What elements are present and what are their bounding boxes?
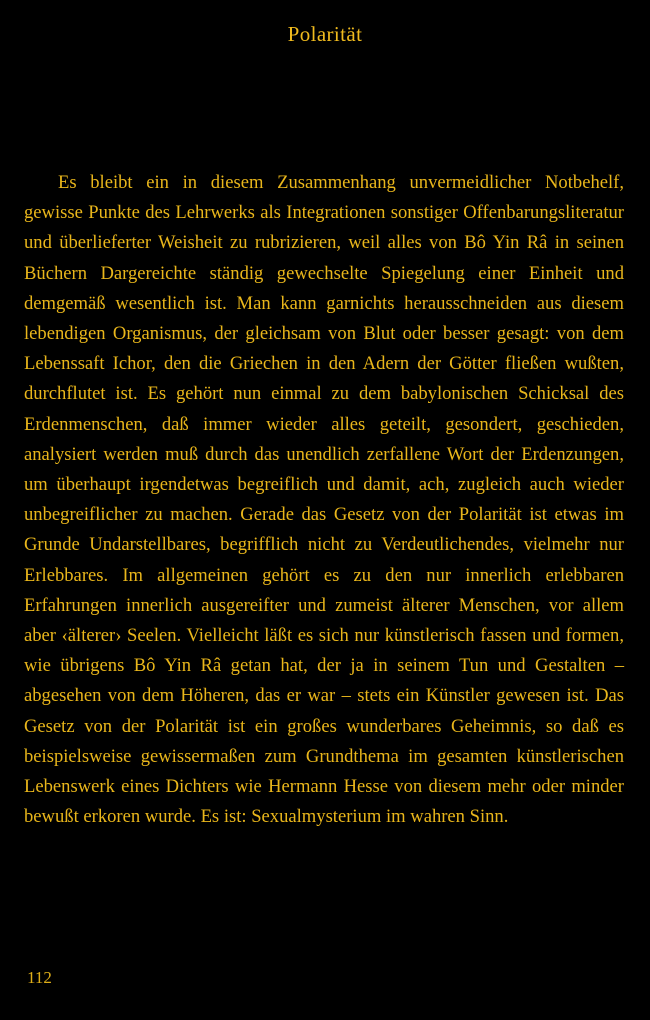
page-title: Polarität [287, 22, 363, 46]
page-number: 112 [27, 968, 52, 987]
body-paragraph: Es bleibt ein in diesem Zusammenhang unvermeidlicher Notbehelf, gewisse Punkte des Lehrwerks als Integrationen sonstiger Offenbarungsliteratur und überlieferter Weisheit zu rubrizieren, weil alles von Bô Yin Râ in seinen Büchern Dargereichte ständig gewechselte Spiegelung einer Einheit und demgemäß wesentlich ist. Man kann garnichts herausschneiden aus diesem lebendigen Organismus, der gleichsam von Blut oder besser gesagt: von dem Lebenssaft Ichor, den die Griechen in den Adern der Götter fließen wußten, durchflutet ist. Es gehört nun einmal zu dem babylonischen Schicksal des Erdenmenschen, daß immer wieder alles geteilt, gesondert, geschieden, analysiert werden muß durch das unendlich zerfallene Wort der Erdenzungen, um überhaupt irgendetwas begreiflich und damit, ach, zugleich auch wieder unbegreiflicher zu machen. Gerade das Gesetz von der Polarität ist etwas im Grunde Undarstellbares, begrifflich nicht zu Verdeutlichendes, vielmehr nur Erlebbares. Im allgemeinen gehört es zu den nur innerlich erlebbaren Erfahrungen innerlich ausgereifter und zumeist älterer Menschen, vor allem aber ‹älterer› Seelen. Vielleicht läßt es sich nur künstlerisch fassen und formen, wie übrigens Bô Yin Râ getan hat, der ja in seinem Tun und Gestalten – abgesehen von dem Höheren, das er war – stets ein Künstler gewesen ist. Das Gesetz von der Polarität ist ein großes wunderbares Geheimnis, so daß es beispielsweise gewissermaßen zum Grundthema im gesamten künstlerischen Lebenswerk eines Dichters wie Hermann Hesse von diesem mehr oder minder bewußt erkoren wurde. Es ist: Sexualmysterium im wahren Sinn. [24, 172, 624, 828]
